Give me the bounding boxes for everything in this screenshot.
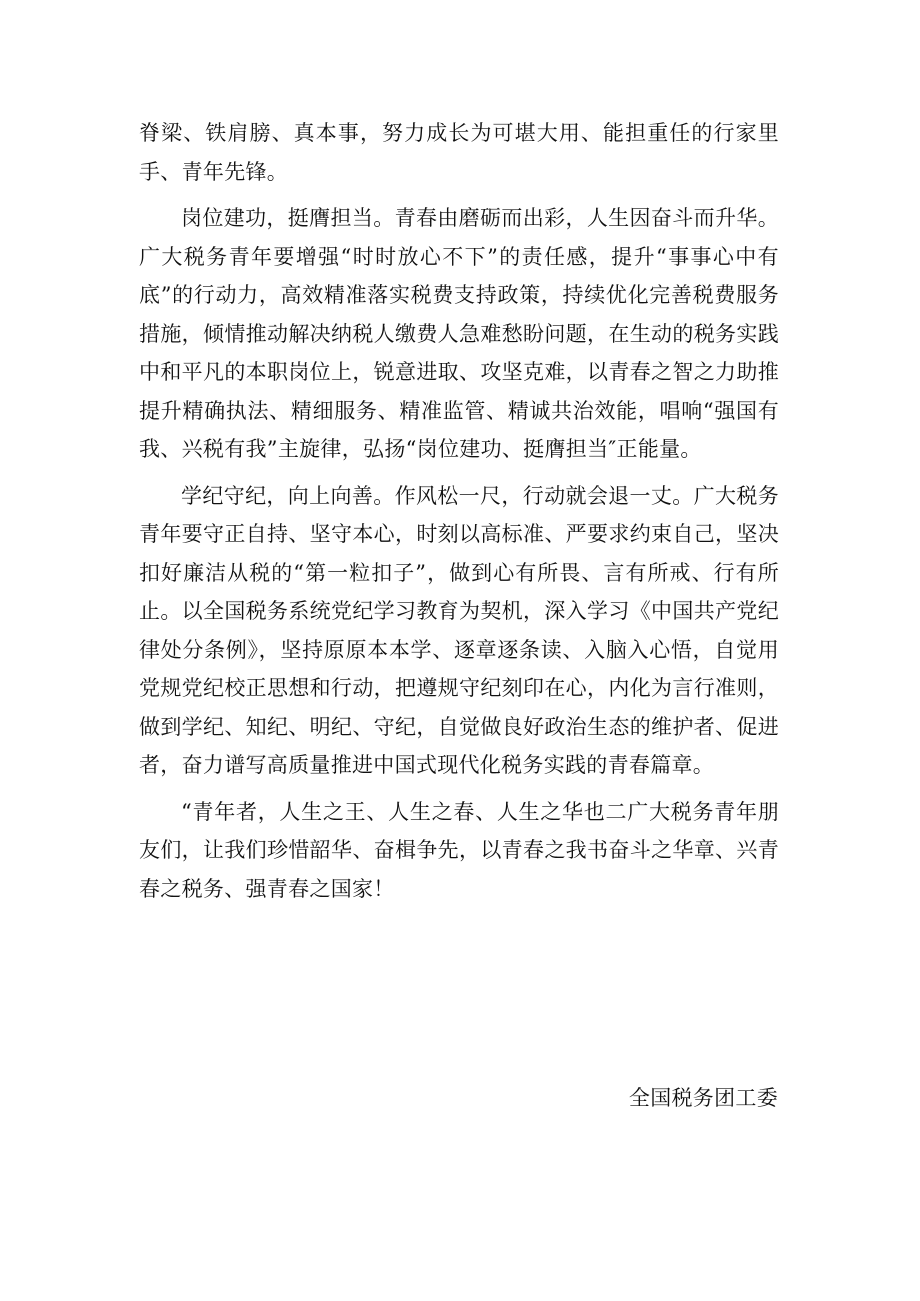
paragraph-discipline: 学纪守纪，向上向善。作风松一尺，行动就会退一丈。广大税务青年要守正自持、坚守本心，时刻以高标准、严要求约束自己，坚决扣好廉洁从税的“第一粒扣子”，做到心有所畏、言有所戒、行有所止。以全国税务系统党纪学习教育为契机，深入学习《中国共产党纪律处分条例》，坚持原原本本学、逐章逐条读、入脑入心悟，自觉用党规党纪校正思想和行动，把遵规守纪刻印在心，内化为言行准则，做到学纪、知纪、明纪、守纪，自觉做良好政治生态的维护者、促进者，奋力谱写高质量推进中国式现代化税务实践的青春篇章。 — [139, 483, 779, 777]
paragraph-post-contribution: 岗位建功，挺膺担当。青春由磨砺而出彩，人生因奋斗而升华。广大税务青年要增强“时时放心不下”的责任感，提升“事事心中有底”的行动力，高效精准落实税费支持政策，持续优化完善税费服务措施，倾情推动解决纳税人缴费人急难愁盼问题，在生动的税务实践中和平凡的本职岗位上，锐意进取、攻坚克难，以青春之智之力助推提升精确执法、精细服务、精准监管、精诚共治效能，唱响“强国有我、兴税有我”主旋律，弘扬“岗位建功、挺膺担当″正能量。 — [139, 206, 779, 461]
paragraph-continued: 脊梁、铁肩膀、真本事，努力成长为可堪大用、能担重任的行家里手、青年先锋。 — [139, 121, 779, 184]
body-text — [139, 114, 779, 908]
signature: 全国税务团工委 — [628, 1086, 778, 1110]
paragraph-closing-call: “青年者，人生之王、人生之春、人生之华也二广大税务青年朋友们，让我们珍惜韶华、奋楫争先，以青春之我书奋斗之华章、兴青春之税务、强青春之国家！ — [139, 799, 779, 901]
